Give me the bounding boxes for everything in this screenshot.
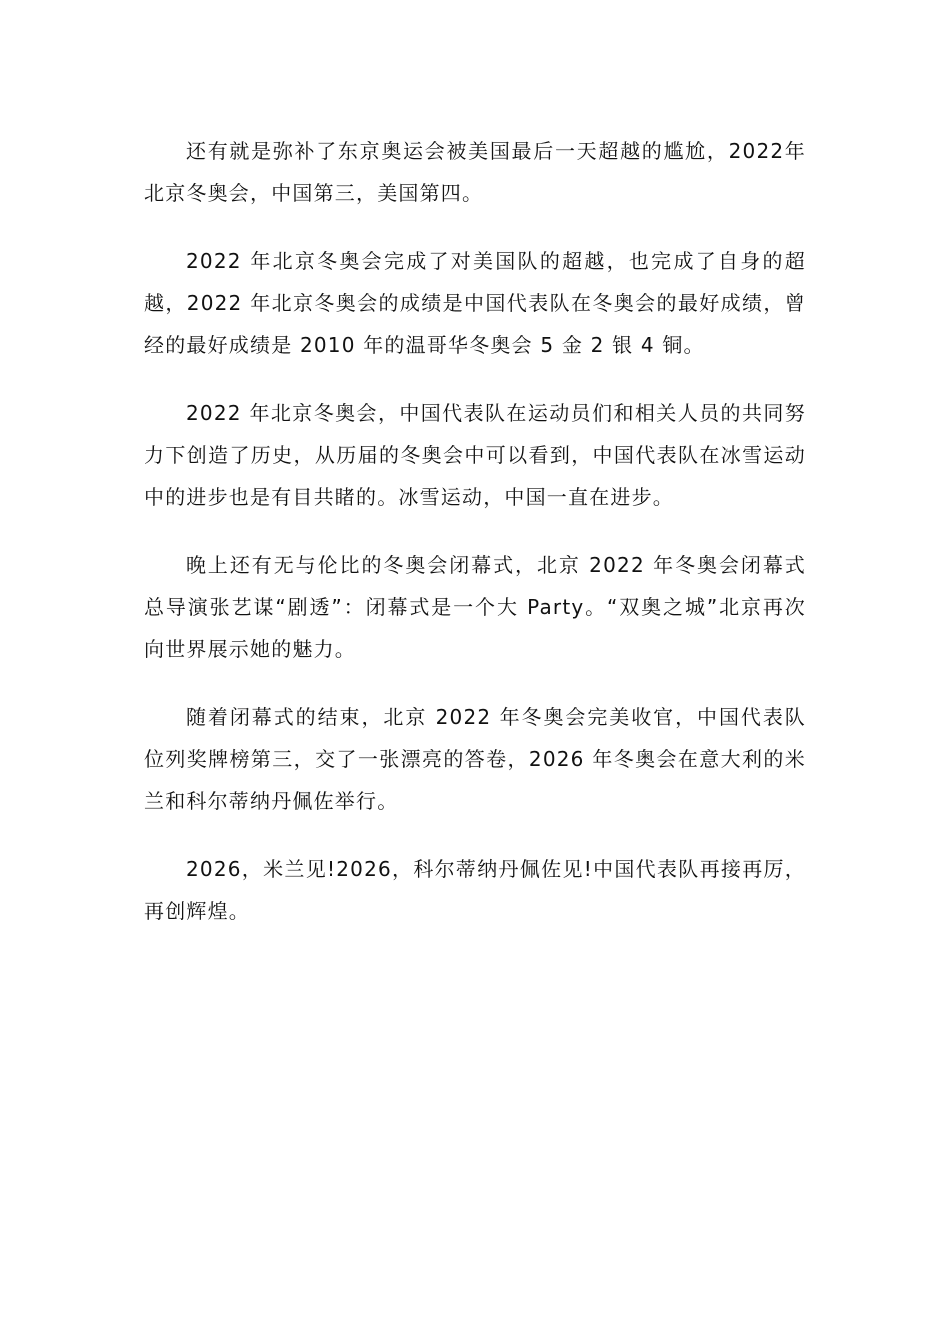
document-body bbox=[144, 130, 806, 958]
paragraph-3: 2022 年北京冬奥会，中国代表队在运动员们和相关人员的共同努力下创造了历史，从历届的冬奥会中可以看到，中国代表队在冰雪运动中的进步也是有目共睹的。冰雪运动，中国一直在进步。 bbox=[144, 401, 806, 509]
paragraph-1: 还有就是弥补了东京奥运会被美国最后一天超越的尴尬，2022年北京冬奥会，中国第三，美国第四。 bbox=[144, 139, 806, 205]
paragraph-2: 2022 年北京冬奥会完成了对美国队的超越，也完成了自身的超越，2022 年北京冬奥会的成绩是中国代表队在冬奥会的最好成绩，曾经的最好成绩是 2010 年的温哥华冬奥会 5 金 2 银 4 铜。 bbox=[144, 249, 806, 357]
paragraph-5: 随着闭幕式的结束，北京 2022 年冬奥会完美收官，中国代表队位列奖牌榜第三，交了一张漂亮的答卷，2026 年冬奥会在意大利的米兰和科尔蒂纳丹佩佐举行。 bbox=[144, 705, 806, 813]
paragraph-6: 2026，米兰见!2026，科尔蒂纳丹佩佐见!中国代表队再接再厉，再创辉煌。 bbox=[144, 857, 806, 923]
paragraph-4: 晚上还有无与伦比的冬奥会闭幕式，北京 2022 年冬奥会闭幕式总导演张艺谋“剧透”：闭幕式是一个大 Party。“双奥之城”北京再次向世界展示她的魅力。 bbox=[144, 553, 806, 661]
